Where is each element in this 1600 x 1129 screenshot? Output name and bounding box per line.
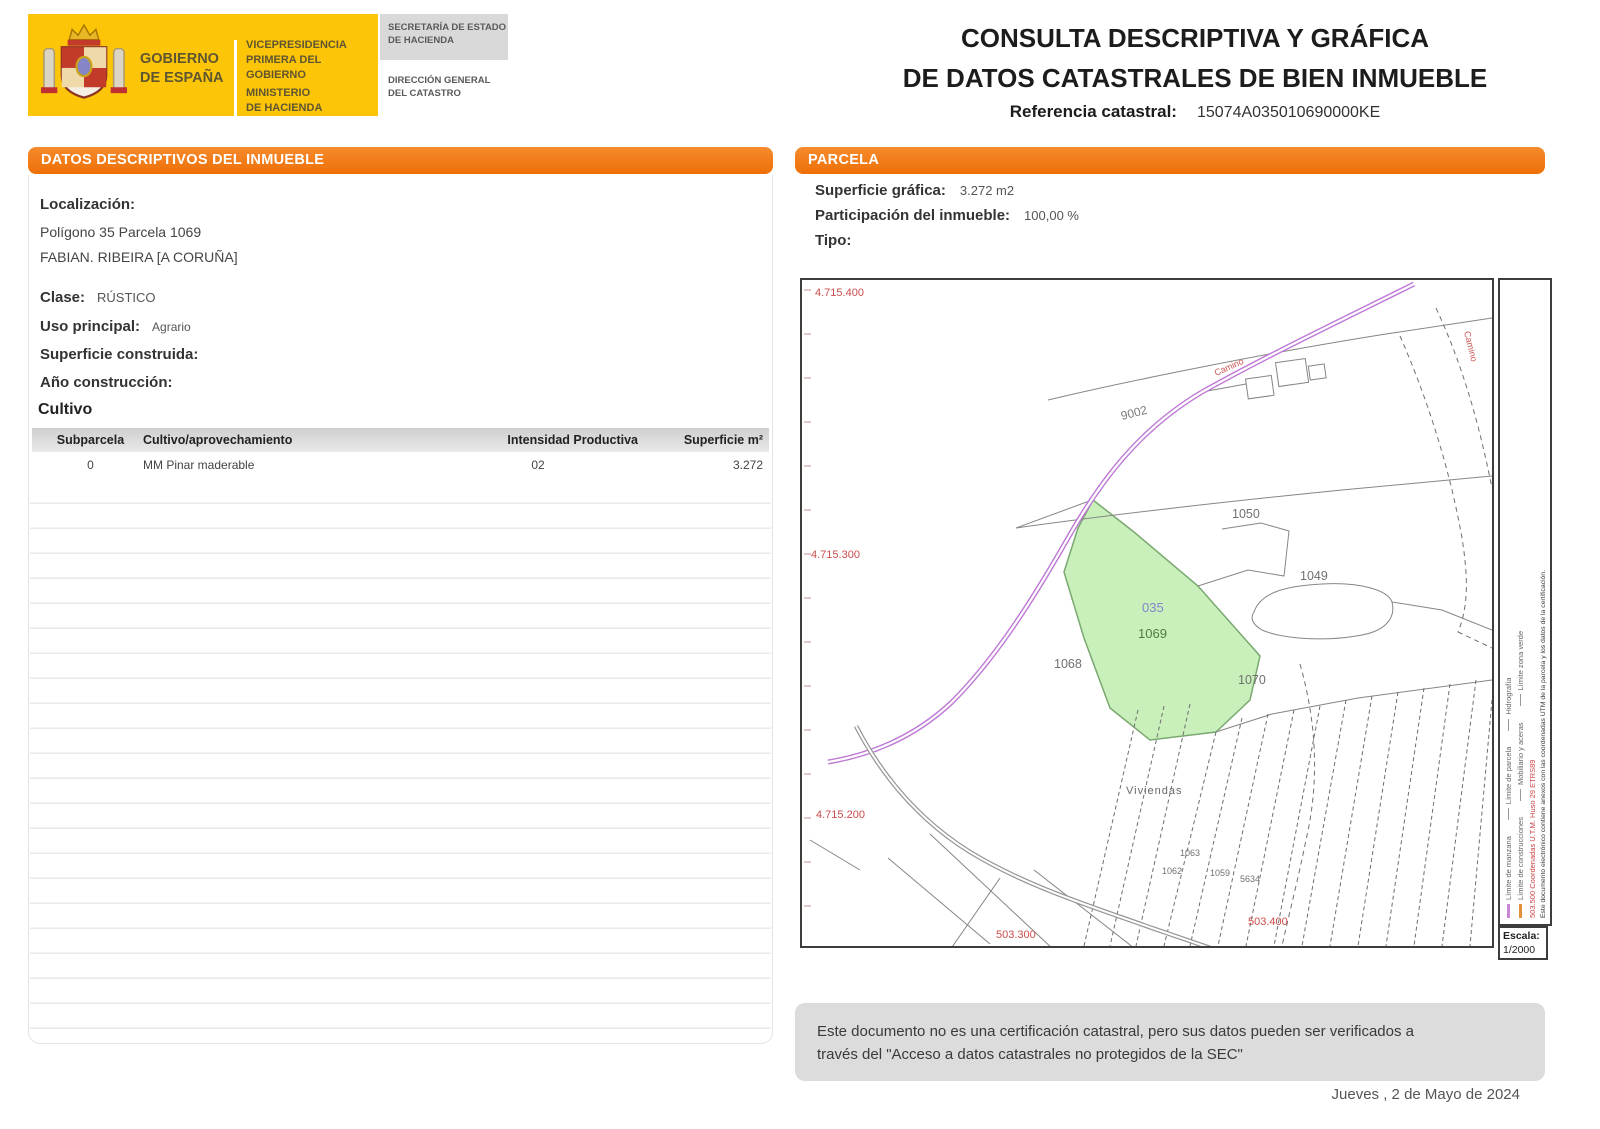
uso-principal-value: Agrario xyxy=(152,320,191,334)
localizacion-label: Localización: xyxy=(40,196,136,213)
scale-label: Escala: xyxy=(1503,930,1540,942)
cell-superficie: 3.272 xyxy=(732,458,763,472)
section-header-parcela: PARCELA xyxy=(795,147,1545,174)
cultivo-section-title: Cultivo xyxy=(38,401,93,418)
area-label-viviendas: Viviendas xyxy=(1126,785,1183,797)
disclaimer-box xyxy=(795,1003,1545,1081)
coord-4715400: 4.715.400 xyxy=(815,287,864,299)
clase-value: RÚSTICO xyxy=(97,290,156,305)
cadastral-map xyxy=(800,278,1494,948)
superficie-construida-label: Superficie construida: xyxy=(40,346,199,363)
parcel-label-1062: 1062 xyxy=(1162,866,1183,876)
legend-label: Hidrografía xyxy=(1504,677,1513,715)
anio-construccion-label: Año construcción: xyxy=(40,374,173,391)
highlighted-parcel-1069 xyxy=(1064,500,1260,740)
document-title xyxy=(850,18,1540,99)
parcel-label-1050: 1050 xyxy=(1232,507,1260,521)
cell-subparcela: 0 xyxy=(87,458,94,472)
direccion-general-catastro-label: DIRECCIÓN GENERAL DEL CATASTRO xyxy=(388,75,491,100)
cadastral-reference xyxy=(850,102,1540,122)
gobierno-logo-block xyxy=(28,14,378,116)
cell-cultivo: MM Pinar maderable xyxy=(143,458,255,472)
logo-divider xyxy=(234,40,237,118)
legend-zona-verde xyxy=(1516,631,1525,707)
participacion-label: Participación del inmueble: xyxy=(815,207,1011,224)
legend-mobiliario xyxy=(1516,723,1525,802)
disclaimer-line1: Este documento no es una certificación catastral, pero sus datos pueden ser verificados a xyxy=(817,1023,1415,1040)
superficie-grafica-value: 3.272 m2 xyxy=(959,183,1015,198)
grey-line-swatch-icon xyxy=(1520,695,1521,707)
parcel-label-1070: 1070 xyxy=(1238,673,1266,687)
scale-value: 1/2000 xyxy=(1503,944,1536,957)
localizacion-line1: Polígono 35 Parcela 1069 xyxy=(40,224,202,240)
legend-label: Mobiliario y aceras xyxy=(1516,722,1525,786)
parcel-label-5634: 5634 xyxy=(1240,874,1261,884)
participacion-value: 100,00 % xyxy=(1024,208,1079,223)
road-label-camino-1: Camino xyxy=(1212,356,1246,378)
legend-side-note: Este documento electrónico contiene anexos con las coordenadas UTM de la parcela y los datos de la certificación. xyxy=(1540,570,1547,918)
legend-utm-note: 503.500 Coordenadas U.T.M. Huso 29 ETRS89 xyxy=(1528,759,1537,918)
superficie-grafica-label: Superficie gráfica: xyxy=(815,182,946,199)
col-subparcela: Subparcela xyxy=(56,433,125,447)
cell-intensidad: 02 xyxy=(531,458,545,472)
legend-row-1 xyxy=(1504,286,1513,918)
legend-row-2 xyxy=(1516,286,1525,918)
legend-limite-parcela xyxy=(1504,747,1513,821)
col-intensidad: Intensidad Productiva xyxy=(507,433,638,447)
document-date: Jueves , 2 de Mayo de 2024 xyxy=(1331,1086,1520,1103)
vicepresidencia-label: VICEPRESIDENCIA PRIMERA DEL GOBIERNO xyxy=(246,39,347,81)
secretaria-estado-label: SECRETARÍA DE ESTADO DE HACIENDA xyxy=(380,14,508,60)
purple-line-swatch-icon xyxy=(1507,904,1510,918)
disclaimer-line2: través del "Acceso a datos catastrales no protegidos de la SEC" xyxy=(817,1046,1243,1064)
grey-road xyxy=(856,726,1222,946)
legend-label: Límite de construcciones xyxy=(1516,817,1525,900)
legend-limite-manzana xyxy=(1504,836,1513,918)
map-legend-sidebar xyxy=(1498,278,1552,926)
tipo-field xyxy=(815,232,851,249)
legend-label: Límite zona verde xyxy=(1516,630,1525,691)
anio-construccion-field xyxy=(40,374,173,391)
road-label-camino-2: Camino xyxy=(1462,330,1480,363)
empty-ruled-rows xyxy=(30,479,771,1039)
grey-line-swatch-icon xyxy=(1508,719,1509,731)
cadastral-reference-value: 15074A035010690000KE xyxy=(1196,104,1381,121)
localizacion-line2: FABIAN. RIBEIRA [A CORUÑA] xyxy=(40,249,238,265)
col-cultivo: Cultivo/aprovechamiento xyxy=(143,433,293,447)
parcel-label-1068: 1068 xyxy=(1054,657,1082,671)
cultivo-table-header xyxy=(32,428,769,452)
col-superficie: Superficie m² xyxy=(683,433,763,447)
legend-hidrografia xyxy=(1504,678,1513,731)
participacion-field xyxy=(815,207,1079,224)
superficie-grafica-field xyxy=(815,182,1014,199)
localizacion-field xyxy=(40,196,135,213)
road-label-9002: 9002 xyxy=(1119,402,1149,423)
orange-line-swatch-icon xyxy=(1519,904,1522,918)
cadastral-reference-label: Referencia catastral: xyxy=(1009,102,1177,121)
parcel-label-1059: 1059 xyxy=(1210,868,1231,878)
tipo-label: Tipo: xyxy=(815,232,852,249)
document-title-line1: CONSULTA DESCRIPTIVA Y GRÁFICA xyxy=(960,23,1430,53)
dashed-boundaries xyxy=(1282,308,1492,946)
coord-4715300: 4.715.300 xyxy=(811,549,860,561)
ministerio-label: MINISTERIO DE HACIENDA xyxy=(246,87,323,114)
gobierno-de-espana-label: GOBIERNO DE ESPAÑA xyxy=(140,51,224,86)
coord-503400: 503.400 xyxy=(1248,916,1288,928)
grey-line-swatch-icon xyxy=(1508,808,1509,820)
parcel-label-1069: 1069 xyxy=(1138,626,1167,641)
uso-principal-label: Uso principal: xyxy=(40,318,141,335)
clase-label: Clase: xyxy=(40,289,86,306)
clase-field xyxy=(40,289,156,306)
document-title-line2: DE DATOS CATASTRALES DE BIEN INMUEBLE xyxy=(902,63,1488,94)
coord-503300: 503.300 xyxy=(996,929,1036,941)
parcel-label-1049: 1049 xyxy=(1300,569,1328,583)
map-scale-box xyxy=(1498,926,1548,960)
section-header-datos-descriptivos: DATOS DESCRIPTIVOS DEL INMUEBLE xyxy=(28,147,773,174)
superficie-construida-field xyxy=(40,346,198,363)
subparcel-label-035: 035 xyxy=(1142,600,1164,615)
uso-principal-field xyxy=(40,318,191,335)
coord-4715200: 4.715.200 xyxy=(816,809,865,821)
legend-limite-construcciones xyxy=(1516,817,1525,918)
map-tick-marks xyxy=(804,290,811,906)
parcel-label-1063: 1063 xyxy=(1180,848,1201,858)
cultivo-table-row xyxy=(32,453,769,477)
legend-label: Límite de parcela xyxy=(1504,746,1513,805)
cadastral-map-svg xyxy=(802,280,1492,946)
legend-label: Límite de manzana xyxy=(1504,836,1513,900)
spain-coat-of-arms-icon xyxy=(36,22,132,108)
grey-line-swatch-icon xyxy=(1520,789,1521,801)
map-legend-rotated-content xyxy=(1500,280,1550,924)
